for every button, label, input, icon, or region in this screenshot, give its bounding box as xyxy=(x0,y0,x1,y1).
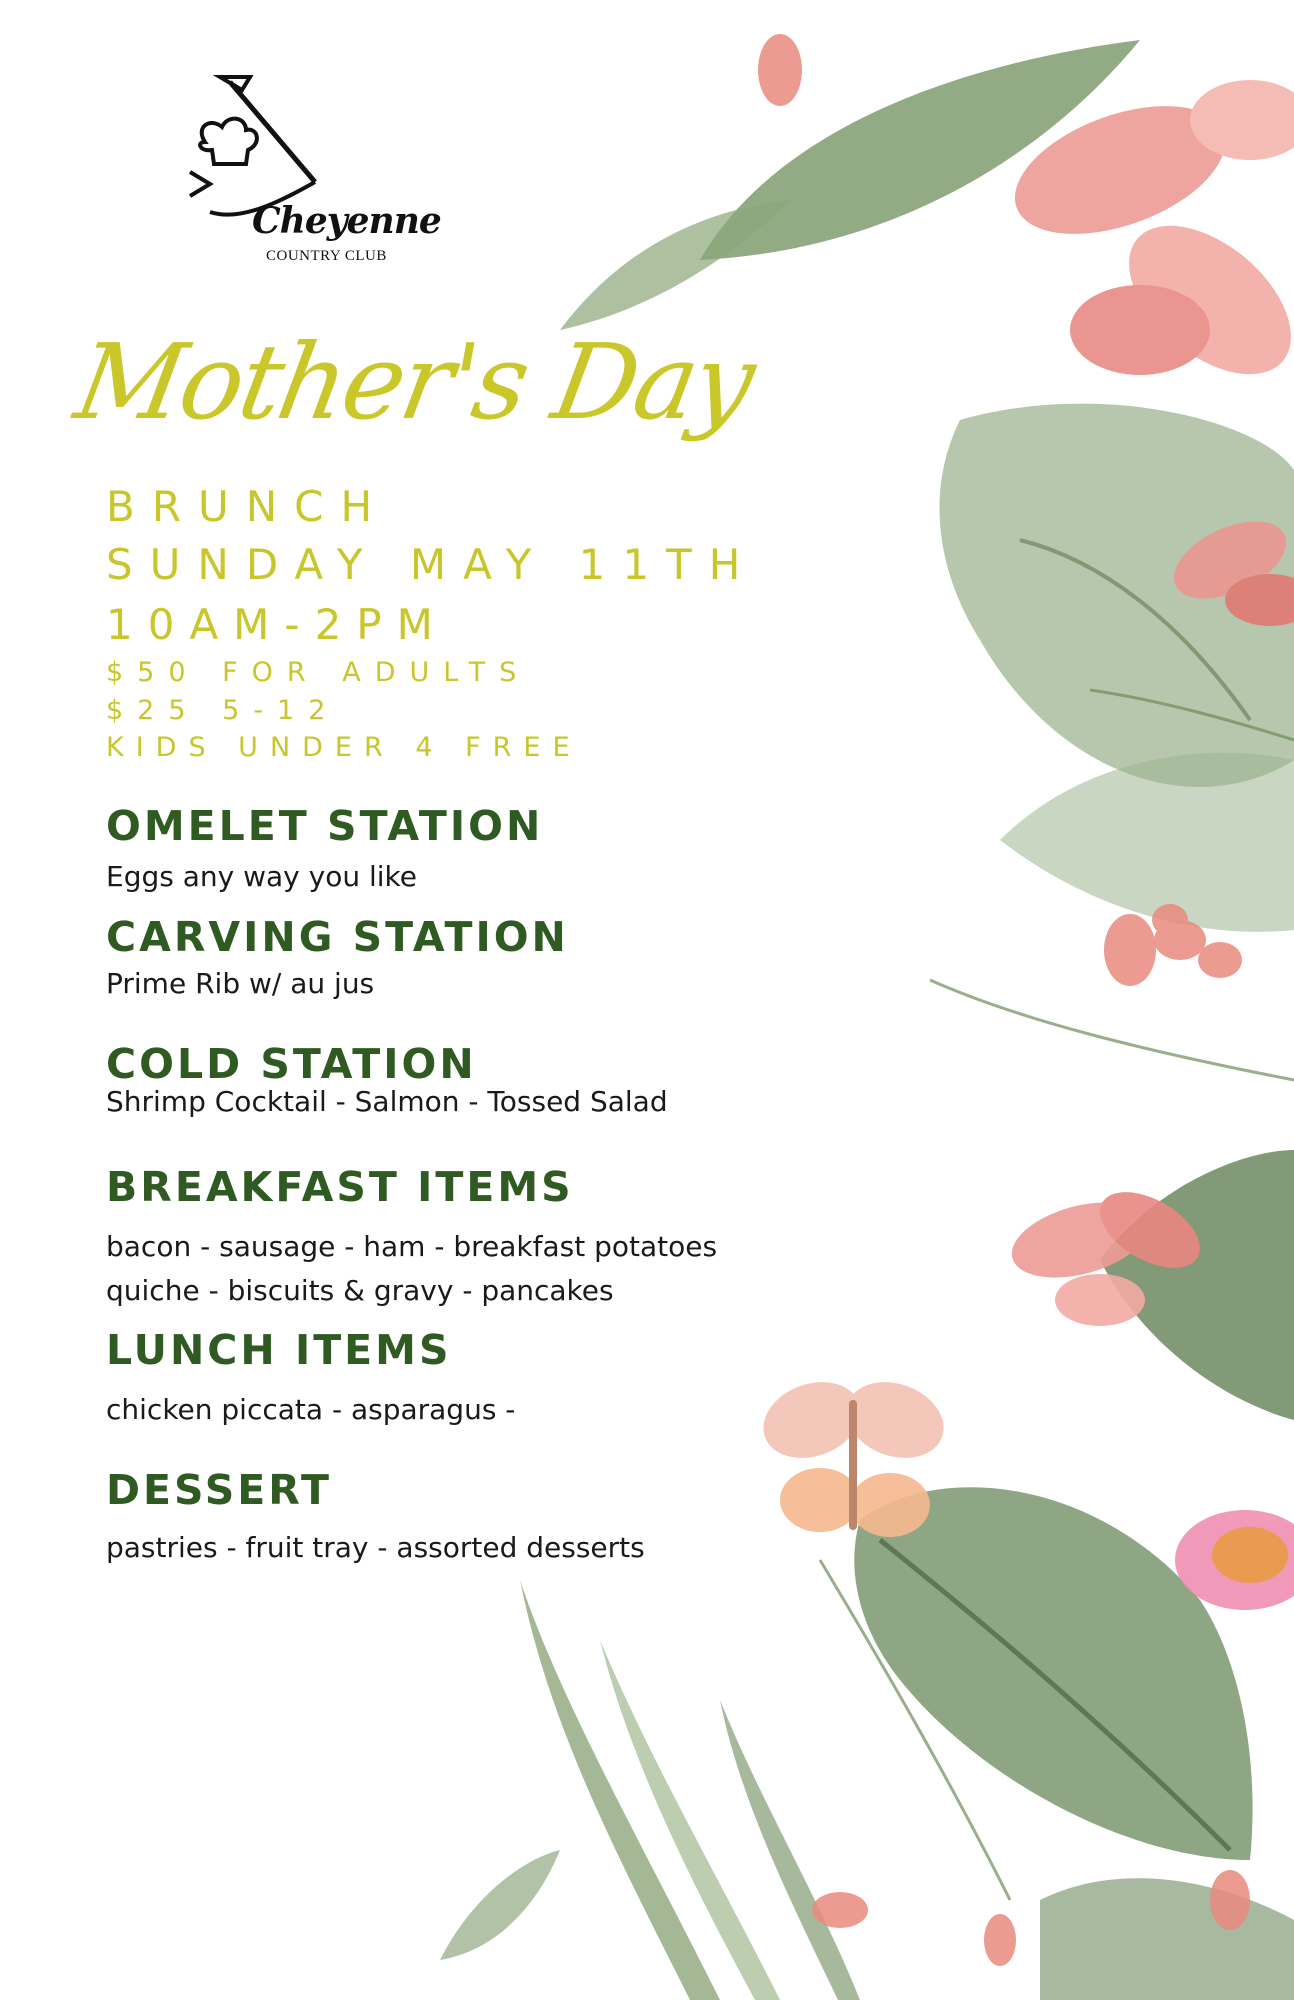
section-heading-dessert: DESSERT xyxy=(106,1466,332,1514)
event-date: SUNDAY MAY 11TH xyxy=(106,540,758,589)
section-heading-carving: CARVING STATION xyxy=(106,913,569,961)
price-free: KIDS UNDER 4 FREE xyxy=(106,732,582,763)
club-logo xyxy=(180,72,440,272)
section-heading-omelet: OMELET STATION xyxy=(106,802,544,850)
section-line: pastries - fruit tray - assorted desserts xyxy=(106,1531,645,1564)
section-line: Prime Rib w/ au jus xyxy=(106,967,375,1000)
section-line: quiche - biscuits & gravy - pancakes xyxy=(106,1274,614,1307)
price-adults: $50 FOR ADULTS xyxy=(106,657,531,688)
event-type: BRUNCH xyxy=(106,482,390,531)
section-heading-breakfast: BREAKFAST ITEMS xyxy=(106,1163,574,1211)
event-time: 10AM-2PM xyxy=(106,600,448,649)
section-line: Shrimp Cocktail - Salmon - Tossed Salad xyxy=(106,1085,668,1118)
section-line: bacon - sausage - ham - breakfast potatoes xyxy=(106,1230,718,1263)
page-title: Mother's Day xyxy=(67,321,762,443)
club-subtitle: COUNTRY CLUB xyxy=(266,248,387,264)
price-kids: $25 5-12 xyxy=(106,695,340,726)
section-heading-lunch: LUNCH ITEMS xyxy=(106,1326,452,1374)
section-heading-cold: COLD STATION xyxy=(106,1040,477,1088)
club-name: Cheyenne xyxy=(252,200,441,242)
section-line: chicken piccata - asparagus - xyxy=(106,1393,516,1426)
section-line: Eggs any way you like xyxy=(106,860,417,893)
